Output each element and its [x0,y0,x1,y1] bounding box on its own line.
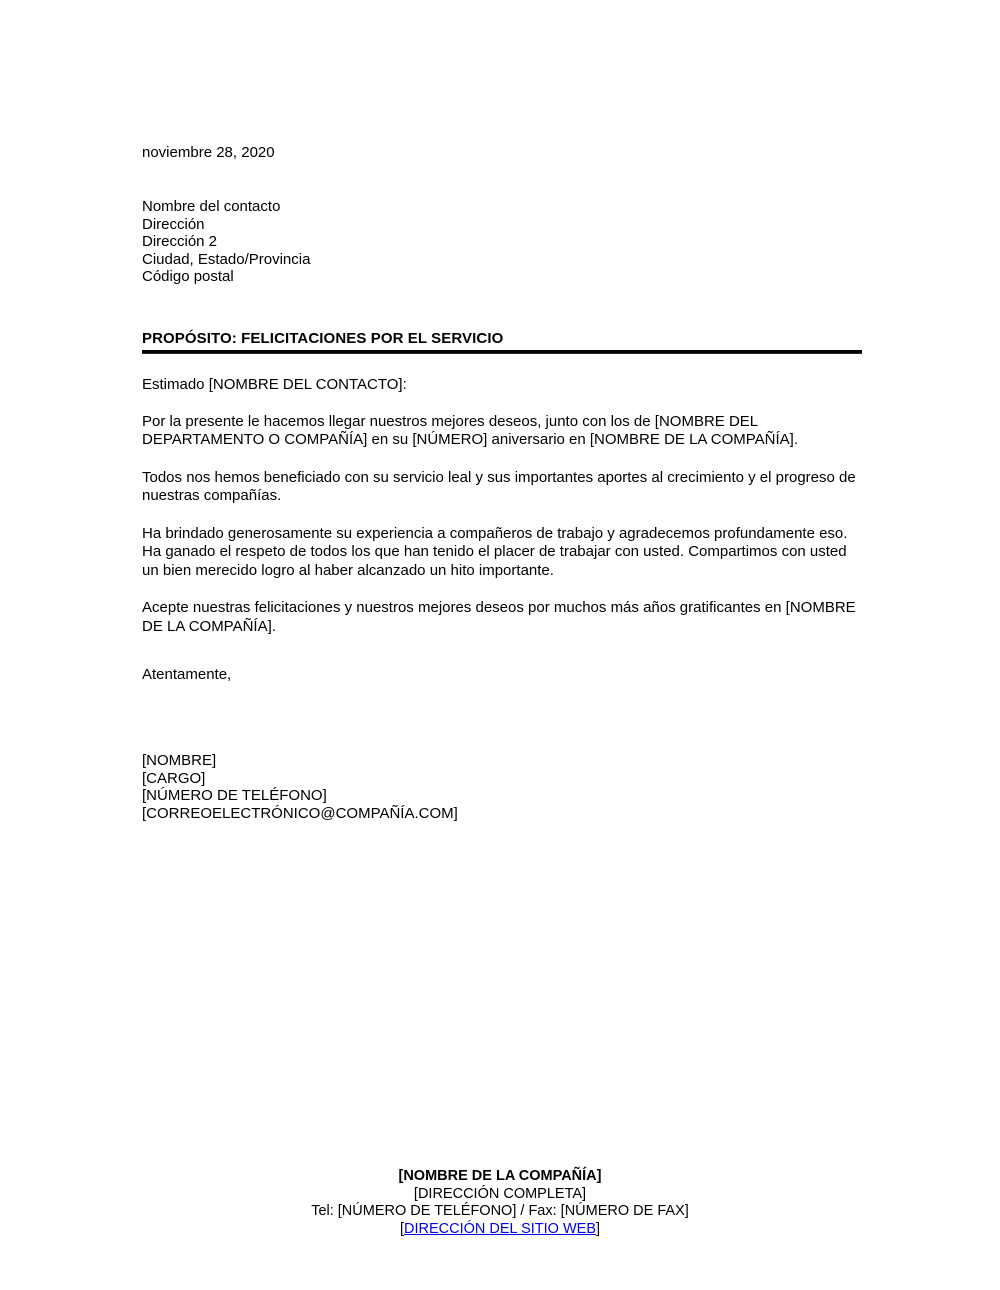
subject-heading: PROPÓSITO: FELICITACIONES POR EL SERVICIO [142,329,504,347]
footer-website-link[interactable]: DIRECCIÓN DEL SITIO WEB [403,1220,596,1237]
signature-phone: [NÚMERO DE TELÉFONO] [142,787,327,804]
footer-company-name: [NOMBRE DE LA COMPAÑÍA] [398,1168,602,1184]
address-line-zip: Código postal [142,268,234,285]
signature-email: [CORREOELECTRÓNICO@COMPAÑÍA.COM] [142,804,458,822]
footer-bracket-close: ] [596,1220,601,1237]
recipient-address-block [142,198,862,286]
subject-divider-rule [142,350,862,354]
address-line-city: Ciudad, Estado/Provincia [142,250,311,268]
letter-date: noviembre 28, 2020 [142,144,275,161]
letter-body [142,144,862,822]
page-footer [0,1168,1000,1238]
subject-section [142,330,862,354]
signature-title: [CARGO] [142,769,206,787]
closing-salutation: Atentamente, [142,666,232,683]
address-line-street2: Dirección 2 [142,233,218,250]
footer-website-line [0,1221,1000,1239]
signature-name: [NOMBRE] [142,752,217,769]
footer-address: [DIRECCIÓN COMPLETA] [413,1185,587,1202]
body-paragraph-1: Por la presente le hacemos llegar nuestros mejores deseos, junto con los de [NOMBRE DEL DEPARTAMENTO O COMPAÑÍA] en su [NÚMERO] aniversario en [NOMBRE DE LA COMPAÑÍA]. [142,412,798,448]
footer-phone-fax: Tel: [NÚMERO DE TELÉFONO] / Fax: [NÚMERO DE FAX] [311,1203,689,1219]
signature-block [142,752,862,822]
footer-bracket-open: [ [399,1220,404,1237]
salutation: Estimado [NOMBRE DEL CONTACTO]: [142,375,407,393]
body-paragraph-2: Todos nos hemos beneficiado con su servicio leal y sus importantes aportes al crecimiento y el progreso de nuestras compañías. [142,468,856,504]
address-line-name: Nombre del contacto [142,198,281,215]
body-paragraph-3: Ha brindado generosamente su experiencia a compañeros de trabajo y agradecemos profundamente eso. Ha ganado el respeto de todos los que han tenido el placer de trabajar con usted. Compartimos con usted un bien merecido logro al haber alcanzado un hito importante. [142,524,848,579]
body-paragraph-4: Acepte nuestras felicitaciones y nuestros mejores deseos por muchos más años gratificantes en [NOMBRE DE LA COMPAÑÍA]. [142,599,856,635]
address-line-street: Dirección [142,215,205,233]
